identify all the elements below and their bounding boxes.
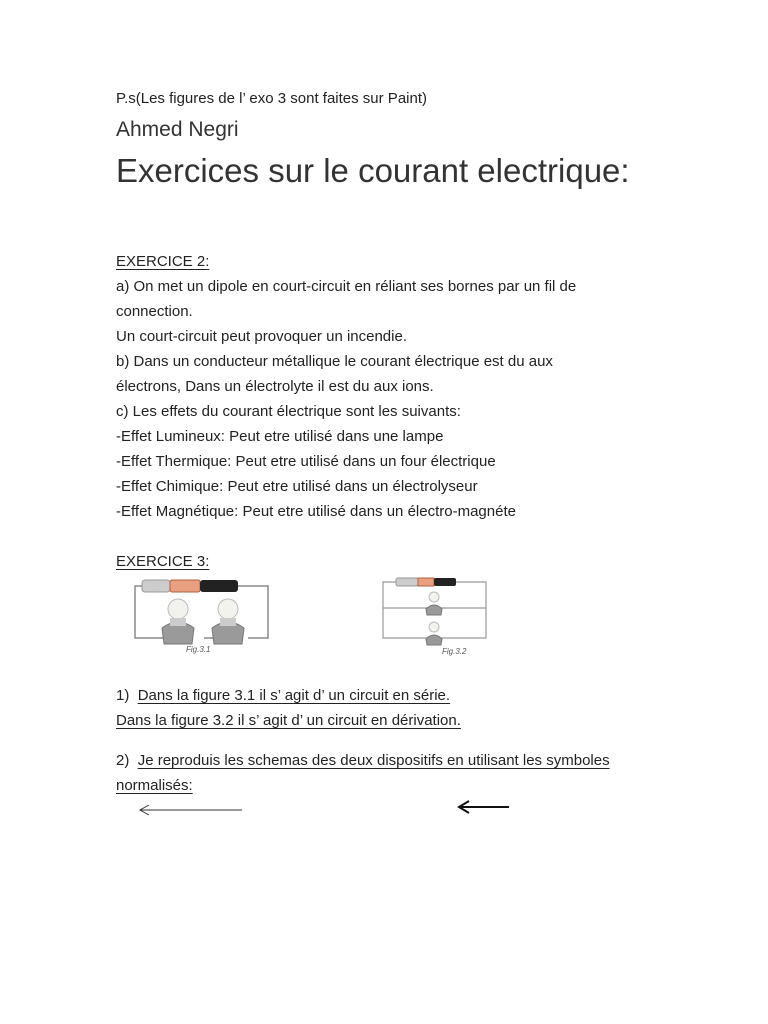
exercice-2-line: connection.: [116, 303, 193, 320]
author-name: Ahmed Negri: [116, 118, 239, 141]
question-1-answer-line-1: Dans la figure 3.1 il s’ agit d’ un circuit en série.: [137, 687, 451, 704]
exercice-2-line: -Effet Thermique: Peut etre utilisé dans un four électrique: [116, 453, 496, 470]
ps-note: P.s(Les figures de l’ exo 3 sont faites sur Paint): [116, 90, 427, 107]
exercice-2-heading: EXERCICE 2:: [116, 253, 210, 270]
parallel-circuit-illustration: [378, 575, 498, 659]
exercice-2-line: Un court-circuit peut provoquer un incendie.: [116, 328, 407, 345]
exercice-2-line: électrons, Dans un électrolyte il est du aux ions.: [116, 378, 434, 395]
question-2-text-line-1: Je reproduis les schemas des deux dispositifs en utilisant les symboles: [137, 752, 610, 769]
question-1: [116, 683, 450, 708]
figure-3-1-caption: Fig.3.1: [186, 645, 211, 654]
left-arrow-icon: [136, 802, 246, 818]
exercice-2-line: c) Les effets du courant électrique sont les suivants:: [116, 403, 461, 420]
exercice-2-line: -Effet Chimique: Peut etre utilisé dans un électrolyseur: [116, 478, 478, 495]
exercice-2-section: [116, 249, 576, 524]
exercice-3-heading: EXERCICE 3:: [116, 553, 210, 570]
question-1-number: 1): [116, 687, 130, 704]
left-arrow-icon: [456, 798, 512, 816]
page-title: Exercices sur le courant electrique:: [116, 152, 630, 189]
question-1-answer-line-2: Dans la figure 3.2 il s’ agit d’ un circuit en dérivation.: [116, 712, 461, 729]
question-2: [116, 748, 610, 773]
question-2-number: 2): [116, 752, 130, 769]
figure-3-2-caption: Fig.3.2: [442, 647, 467, 656]
exercice-2-line: a) On met un dipole en court-circuit en réliant ses bornes par un fil de: [116, 278, 577, 295]
exercice-2-line: b) Dans un conducteur métallique le courant électrique est du aux: [116, 353, 553, 370]
figure-3-2: [378, 575, 498, 659]
exercice-2-line: -Effet Lumineux: Peut etre utilisé dans une lampe: [116, 428, 444, 445]
figure-3-1: [130, 576, 360, 658]
exercice-2-line: -Effet Magnétique: Peut etre utilisé dans un électro-magnéte: [116, 503, 516, 520]
question-2-text-line-2: normalisés:: [116, 777, 193, 794]
series-circuit-illustration: [130, 576, 360, 658]
